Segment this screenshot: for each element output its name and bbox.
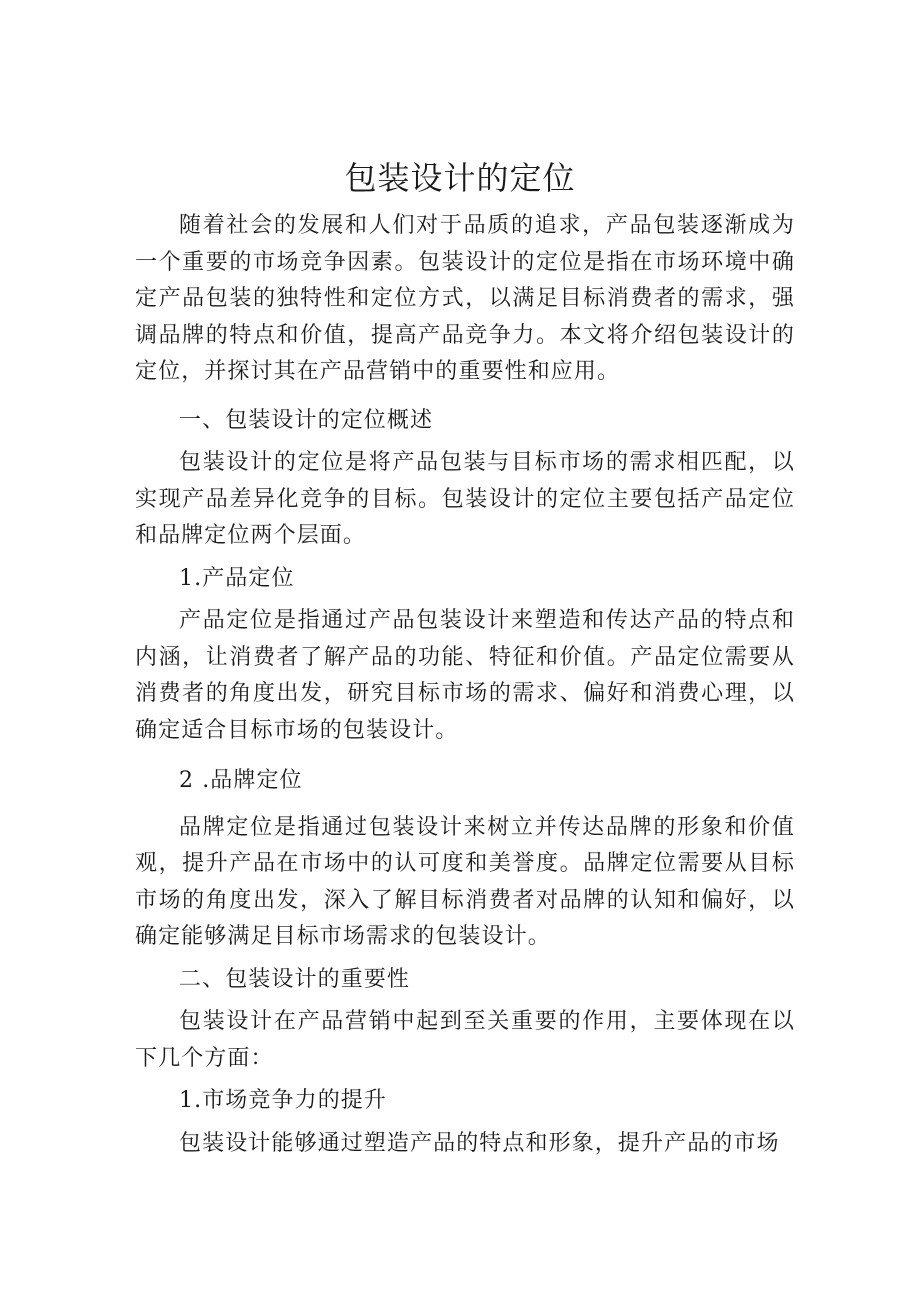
section-1-paragraph: 包装设计的定位是将产品包装与目标市场的需求相匹配，以实现产品差异化竞争的目标。包装设计的定位主要包括产品定位和品牌定位两个层面。 (135, 450, 795, 548)
subsection-2-paragraph: 品牌定位是指通过包装设计来树立并传达品牌的形象和价值观，提升产品在市场中的认可度和美誉度。品牌定位需要从目标市场的角度出发，深入了解目标消费者对品牌的认知和偏好，以确定能够满足目标市场需求的包装设计。 (135, 814, 795, 949)
subsection-1-heading: 1.产品定位 (179, 565, 295, 591)
document-title: 包装设计的定位 (344, 159, 576, 197)
subsection-2-heading: 2 .品牌定位 (179, 768, 303, 793)
subsection-1-paragraph: 产品定位是指通过产品包装设计来塑造和传达产品的特点和内涵，让消费者了解产品的功能、特征和价值。产品定位需要从消费者的角度出发，研究目标市场的需求、偏好和消费心理，以确定适合目标市场的包装设计。 (135, 608, 795, 743)
section-1-heading: 一、包装设计的定位概述 (179, 407, 434, 433)
subsection-3-paragraph: 包装设计能够通过塑造产品的特点和形象，提升产品的市场 (179, 1130, 780, 1156)
subsection-3-heading: 1.市场竞争力的提升 (179, 1088, 387, 1113)
section-2-paragraph: 包装设计在产品营销中起到至关重要的作用，主要体现在以下几个方面： (135, 1009, 795, 1071)
section-2-heading: 二、包装设计的重要性 (179, 966, 411, 992)
intro-paragraph: 随着社会的发展和人们对于品质的追求，产品包装逐渐成为一个重要的市场竞争因素。包装设计的定位是指在市场环境中确定产品包装的独特性和定位方式，以满足目标消费者的需求，强调品牌的特点和价值，提高产品竞争力。本文将介绍包装设计的定位，并探讨其在产品营销中的重要性和应用。 (135, 213, 795, 384)
document-body (135, 208, 795, 1162)
